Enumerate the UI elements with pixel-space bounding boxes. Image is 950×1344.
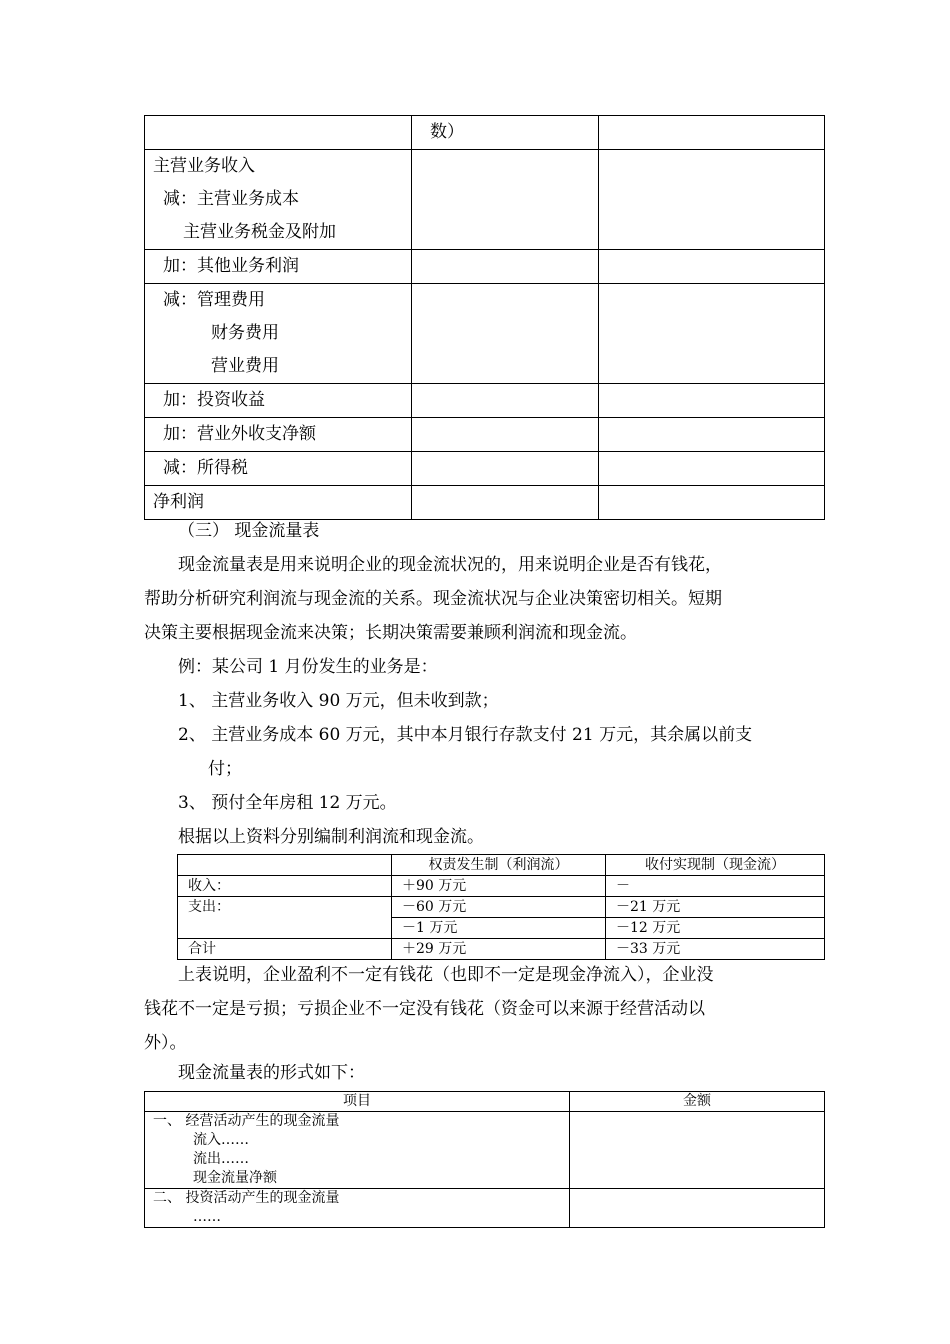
table-cell: 合计 xyxy=(178,939,392,960)
row-label: 加：营业外收支净额 xyxy=(163,424,316,444)
row-label: 减：主营业务成本 xyxy=(163,189,299,209)
table-cell xyxy=(145,1112,570,1189)
table-cell xyxy=(412,250,599,284)
section-title: （三） 现金流量表 xyxy=(178,521,320,541)
table-cell: 收入： xyxy=(178,876,392,897)
list-item: 2、 主营业务成本 60 万元，其中本月银行存款支付 21 万元，其余属以前支 xyxy=(178,725,753,745)
table-row xyxy=(178,855,825,876)
list-item: 1、 主营业务收入 90 万元，但未收到款； xyxy=(178,691,499,711)
table-row xyxy=(145,1092,825,1112)
comparison-table xyxy=(177,854,825,960)
paragraph-line: 决策主要根据现金流来决策；长期决策需要兼顾利润流和现金流。 xyxy=(144,623,637,643)
section-item: 流入…… xyxy=(193,1132,249,1148)
row-label: 主营业务税金及附加 xyxy=(183,222,336,242)
row-label: 减：管理费用 xyxy=(163,290,265,310)
table-cell xyxy=(145,250,412,284)
paragraph-line: 根据以上资料分别编制利润流和现金流。 xyxy=(178,827,484,847)
table-cell xyxy=(599,284,825,384)
table-cell xyxy=(412,384,599,418)
income-statement-table xyxy=(144,115,825,520)
table-row xyxy=(145,1112,825,1189)
list-item-continuation: 付； xyxy=(208,759,242,779)
table-row xyxy=(145,384,825,418)
table-cell: － xyxy=(606,876,825,897)
table-row xyxy=(178,897,825,918)
table-header-cell: 项目 xyxy=(145,1092,570,1112)
section-label: 一、 经营活动产生的现金流量 xyxy=(153,1113,340,1129)
table-cell xyxy=(145,418,412,452)
row-label: 加：投资收益 xyxy=(163,390,265,410)
paragraph-line: 现金流量表的形式如下： xyxy=(178,1063,365,1083)
table-cell: ＋90 万元 xyxy=(392,876,606,897)
paragraph-line: 钱花不一定是亏损；亏损企业不一定没有钱花（资金可以来源于经营活动以 xyxy=(144,999,705,1019)
table-row xyxy=(145,284,825,384)
table-cell: －33 万元 xyxy=(606,939,825,960)
paragraph-line: 帮助分析研究利润流与现金流的关系。现金流状况与企业决策密切相关。短期 xyxy=(144,589,722,609)
table-cell: －1 万元 xyxy=(392,918,606,939)
paragraph-line: 上表说明，企业盈利不一定有钱花（也即不一定是现金净流入），企业没 xyxy=(178,965,714,985)
table-cell xyxy=(599,116,825,150)
paragraph-line: 现金流量表是用来说明企业的现金流状况的，用来说明企业是否有钱花， xyxy=(178,555,722,575)
table-cell: －60 万元 xyxy=(392,897,606,918)
paragraph-line: 外）。 xyxy=(144,1033,187,1053)
table-cell xyxy=(145,150,412,250)
section-item: 现金流量净额 xyxy=(193,1170,277,1186)
table-cell xyxy=(599,384,825,418)
table-row xyxy=(178,939,825,960)
header-fragment: 数） xyxy=(430,122,464,142)
table-cell xyxy=(412,418,599,452)
table-cell xyxy=(599,250,825,284)
table-cell xyxy=(599,418,825,452)
table-cell xyxy=(570,1112,825,1189)
table-cell xyxy=(145,284,412,384)
table-cell: ＋29 万元 xyxy=(392,939,606,960)
row-label: 营业费用 xyxy=(211,356,279,376)
table-cell xyxy=(145,116,412,150)
table-row xyxy=(145,150,825,250)
table-cell xyxy=(412,116,599,150)
table-cell xyxy=(570,1189,825,1228)
section-label: 二、 投资活动产生的现金流量 xyxy=(153,1190,340,1206)
table-row xyxy=(178,876,825,897)
table-row xyxy=(145,116,825,150)
row-label: 财务费用 xyxy=(211,323,279,343)
table-header-cell: 收付实现制（现金流） xyxy=(606,855,825,876)
row-label: 主营业务收入 xyxy=(153,156,255,176)
table-cell xyxy=(145,384,412,418)
row-label: 加：其他业务利润 xyxy=(163,256,299,276)
table-row xyxy=(145,418,825,452)
section-item: 流出…… xyxy=(193,1151,249,1167)
table-cell xyxy=(145,452,412,486)
table-row xyxy=(145,1189,825,1228)
table-header-cell: 金额 xyxy=(570,1092,825,1112)
table-cell xyxy=(412,284,599,384)
table-cell xyxy=(412,452,599,486)
example-line: 例：某公司 1 月份发生的业务是： xyxy=(178,657,438,677)
table-row xyxy=(145,250,825,284)
table-header-cell: 权责发生制（利润流） xyxy=(392,855,606,876)
row-label: 减：所得税 xyxy=(163,458,248,478)
table-row xyxy=(145,452,825,486)
table-cell: －21 万元 xyxy=(606,897,825,918)
table-header-cell xyxy=(178,855,392,876)
row-label: 净利润 xyxy=(153,492,204,512)
cashflow-table xyxy=(144,1091,825,1228)
section-item: …… xyxy=(193,1209,221,1225)
table-cell: －12 万元 xyxy=(606,918,825,939)
table-cell xyxy=(599,150,825,250)
table-cell xyxy=(599,452,825,486)
table-cell xyxy=(412,150,599,250)
table-cell xyxy=(145,1189,570,1228)
list-item: 3、 预付全年房租 12 万元。 xyxy=(178,793,397,813)
table-cell: 支出： xyxy=(178,897,392,939)
